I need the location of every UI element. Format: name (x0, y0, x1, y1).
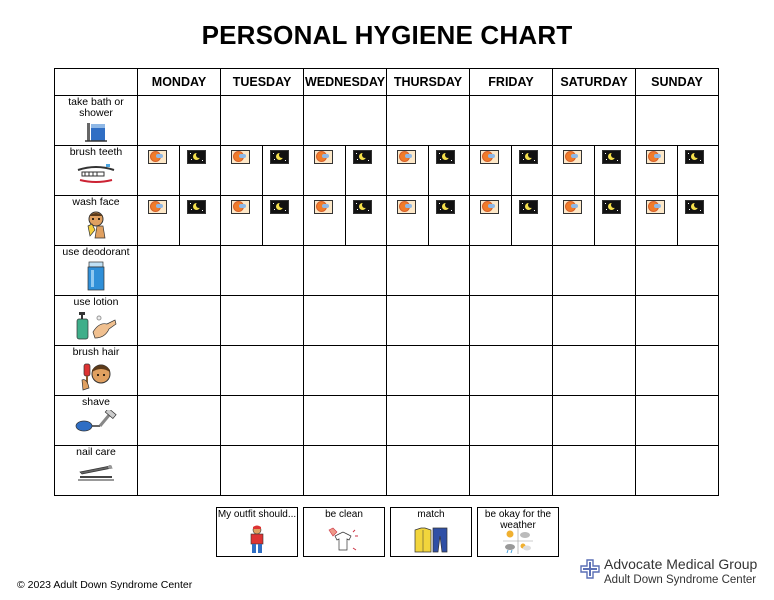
day-header-friday: FRIDAY (470, 69, 553, 96)
header-corner (55, 69, 138, 96)
check-cell[interactable] (138, 196, 221, 246)
weather-icon (478, 531, 558, 532)
task-label: take bath or shower (68, 96, 124, 119)
check-cell[interactable] (387, 396, 470, 446)
morning-check-cell[interactable] (636, 146, 678, 195)
check-cell[interactable] (387, 296, 470, 346)
check-cell[interactable] (304, 396, 387, 446)
task-row (55, 346, 719, 396)
night-moon-icon (270, 150, 289, 164)
check-cell[interactable] (553, 446, 636, 496)
task-row (55, 446, 719, 496)
outfit-card-label: be okay for the weather (484, 509, 552, 531)
check-cell[interactable] (304, 246, 387, 296)
check-cell[interactable] (636, 296, 719, 346)
deodorant-icon (55, 260, 137, 292)
chart-body (55, 96, 719, 496)
night-check-cell[interactable] (345, 146, 386, 195)
check-cell[interactable] (636, 146, 719, 196)
day-header-sunday: SUNDAY (636, 69, 719, 96)
morning-sun-icon (480, 200, 499, 214)
night-moon-icon (187, 150, 206, 164)
night-check-cell[interactable] (262, 146, 303, 195)
check-cell[interactable] (304, 296, 387, 346)
task-label-cell (55, 446, 138, 496)
task-label: shave (81, 396, 111, 408)
task-label-cell (55, 296, 138, 346)
morning-sun-icon (646, 200, 665, 214)
check-cell[interactable] (138, 446, 221, 496)
check-cell[interactable] (470, 146, 553, 196)
check-cell[interactable] (636, 446, 719, 496)
check-cell[interactable] (553, 146, 636, 196)
check-cell[interactable] (470, 396, 553, 446)
check-cell[interactable] (138, 96, 221, 146)
night-check-cell[interactable] (428, 196, 469, 245)
outfit-checklist (216, 507, 559, 557)
morning-check-cell[interactable] (553, 146, 595, 195)
morning-check-cell[interactable] (470, 146, 512, 195)
task-row (55, 396, 719, 446)
night-check-cell[interactable] (511, 146, 552, 195)
check-cell[interactable] (304, 96, 387, 146)
morning-sun-icon (231, 200, 250, 214)
task-label: brush hair (72, 346, 120, 358)
morning-sun-icon (397, 150, 416, 164)
check-cell[interactable] (636, 346, 719, 396)
night-check-cell[interactable] (428, 146, 469, 195)
morning-check-cell[interactable] (304, 146, 346, 195)
razor-icon (55, 410, 137, 434)
check-cell[interactable] (387, 446, 470, 496)
check-cell[interactable] (221, 296, 304, 346)
night-check-cell[interactable] (345, 196, 386, 245)
page-title: PERSONAL HYGIENE CHART (201, 20, 573, 50)
clean-shirt-icon (304, 520, 384, 521)
task-label: use deodorant (62, 246, 130, 258)
morning-check-cell[interactable] (470, 196, 512, 245)
check-cell[interactable] (636, 396, 719, 446)
morning-sun-icon (480, 150, 499, 164)
check-cell[interactable] (553, 246, 636, 296)
night-moon-icon (685, 200, 704, 214)
check-cell[interactable] (553, 196, 636, 246)
night-check-cell[interactable] (677, 196, 718, 245)
night-moon-icon (270, 200, 289, 214)
brush-hair-icon (55, 360, 137, 392)
day-header-wednesday: WEDNESDAY (304, 69, 387, 96)
check-cell[interactable] (221, 346, 304, 396)
night-moon-icon (436, 150, 455, 164)
check-cell[interactable] (553, 346, 636, 396)
morning-check-cell[interactable] (221, 146, 263, 195)
day-header-row (55, 69, 719, 96)
morning-sun-icon (646, 150, 665, 164)
task-row (55, 246, 719, 296)
check-cell[interactable] (221, 146, 304, 196)
check-cell[interactable] (304, 146, 387, 196)
morning-sun-icon (148, 150, 167, 164)
night-check-cell[interactable] (262, 196, 303, 245)
day-header-monday: MONDAY (138, 69, 221, 96)
task-label-cell (55, 346, 138, 396)
check-cell[interactable] (553, 296, 636, 346)
check-cell[interactable] (470, 296, 553, 346)
check-cell[interactable] (138, 246, 221, 296)
task-label-cell (55, 396, 138, 446)
task-label-cell (55, 246, 138, 296)
task-label-cell (55, 96, 138, 146)
hygiene-chart-table (54, 68, 719, 496)
night-moon-icon (519, 200, 538, 214)
check-cell[interactable] (470, 446, 553, 496)
morning-sun-icon (397, 200, 416, 214)
check-cell[interactable] (470, 196, 553, 246)
task-label-cell (55, 146, 138, 196)
night-moon-icon (353, 200, 372, 214)
task-label: wash face (72, 196, 120, 208)
morning-sun-icon (314, 150, 333, 164)
morning-check-cell[interactable] (138, 146, 180, 195)
night-check-cell[interactable] (179, 196, 220, 245)
morning-check-cell[interactable] (304, 196, 346, 245)
check-cell[interactable] (304, 346, 387, 396)
check-cell[interactable] (138, 146, 221, 196)
outfit-card (303, 507, 385, 557)
check-cell[interactable] (387, 96, 470, 146)
check-cell[interactable] (138, 396, 221, 446)
night-moon-icon (187, 200, 206, 214)
task-row (55, 196, 719, 246)
morning-check-cell[interactable] (636, 196, 678, 245)
nail-clipper-icon (55, 460, 137, 482)
night-check-cell[interactable] (594, 196, 635, 245)
medical-cross-icon (580, 559, 600, 579)
morning-sun-icon (314, 200, 333, 214)
check-cell[interactable] (304, 196, 387, 246)
night-check-cell[interactable] (594, 146, 635, 195)
check-cell[interactable] (470, 96, 553, 146)
night-moon-icon (685, 150, 704, 164)
check-cell[interactable] (138, 346, 221, 396)
day-header-tuesday: TUESDAY (221, 69, 304, 96)
check-cell[interactable] (221, 396, 304, 446)
check-cell[interactable] (138, 296, 221, 346)
check-cell[interactable] (221, 196, 304, 246)
outfit-card-label: My outfit should... (217, 509, 297, 520)
morning-sun-icon (148, 200, 167, 214)
morning-sun-icon (231, 150, 250, 164)
check-cell[interactable] (553, 396, 636, 446)
wash-face-icon (55, 210, 137, 240)
check-cell[interactable] (470, 246, 553, 296)
org-name: Advocate Medical Group (604, 556, 758, 572)
check-cell[interactable] (470, 346, 553, 396)
night-moon-icon (602, 150, 621, 164)
lotion-icon (55, 310, 137, 340)
morning-check-cell[interactable] (221, 196, 263, 245)
morning-check-cell[interactable] (553, 196, 595, 245)
check-cell[interactable] (636, 96, 719, 146)
task-row (55, 96, 719, 146)
task-row (55, 146, 719, 196)
outfit-card (216, 507, 298, 557)
day-header-thursday: THURSDAY (387, 69, 470, 96)
check-cell[interactable] (387, 196, 470, 246)
check-cell[interactable] (221, 96, 304, 146)
night-moon-icon (353, 150, 372, 164)
night-moon-icon (519, 150, 538, 164)
morning-sun-icon (563, 200, 582, 214)
task-label: use lotion (73, 296, 119, 308)
morning-check-cell[interactable] (387, 196, 429, 245)
check-cell[interactable] (387, 246, 470, 296)
morning-check-cell[interactable] (387, 146, 429, 195)
day-header-saturday: SATURDAY (553, 69, 636, 96)
task-label: brush teeth (69, 146, 123, 158)
toothbrush-icon (55, 160, 137, 184)
outfit-card (477, 507, 559, 557)
org-subtitle: Adult Down Syndrome Center (604, 574, 757, 586)
matching-clothes-icon (391, 520, 471, 521)
night-check-cell[interactable] (511, 196, 552, 245)
outfit-card-label: be clean (325, 509, 363, 520)
task-label: nail care (76, 446, 116, 458)
check-cell[interactable] (221, 246, 304, 296)
night-moon-icon (436, 200, 455, 214)
check-cell[interactable] (553, 96, 636, 146)
bath-shower-icon (55, 121, 137, 143)
outfit-card (390, 507, 472, 557)
morning-check-cell[interactable] (138, 196, 180, 245)
task-label-cell (55, 196, 138, 246)
person-outfit-icon (217, 520, 297, 521)
night-moon-icon (602, 200, 621, 214)
check-cell[interactable] (636, 246, 719, 296)
check-cell[interactable] (387, 146, 470, 196)
check-cell[interactable] (221, 446, 304, 496)
copyright-notice: © 2023 Adult Down Syndrome Center (17, 579, 193, 591)
check-cell[interactable] (636, 196, 719, 246)
morning-sun-icon (563, 150, 582, 164)
check-cell[interactable] (304, 446, 387, 496)
outfit-card-label: match (417, 509, 445, 520)
task-row (55, 296, 719, 346)
night-check-cell[interactable] (677, 146, 718, 195)
night-check-cell[interactable] (179, 146, 220, 195)
check-cell[interactable] (387, 346, 470, 396)
